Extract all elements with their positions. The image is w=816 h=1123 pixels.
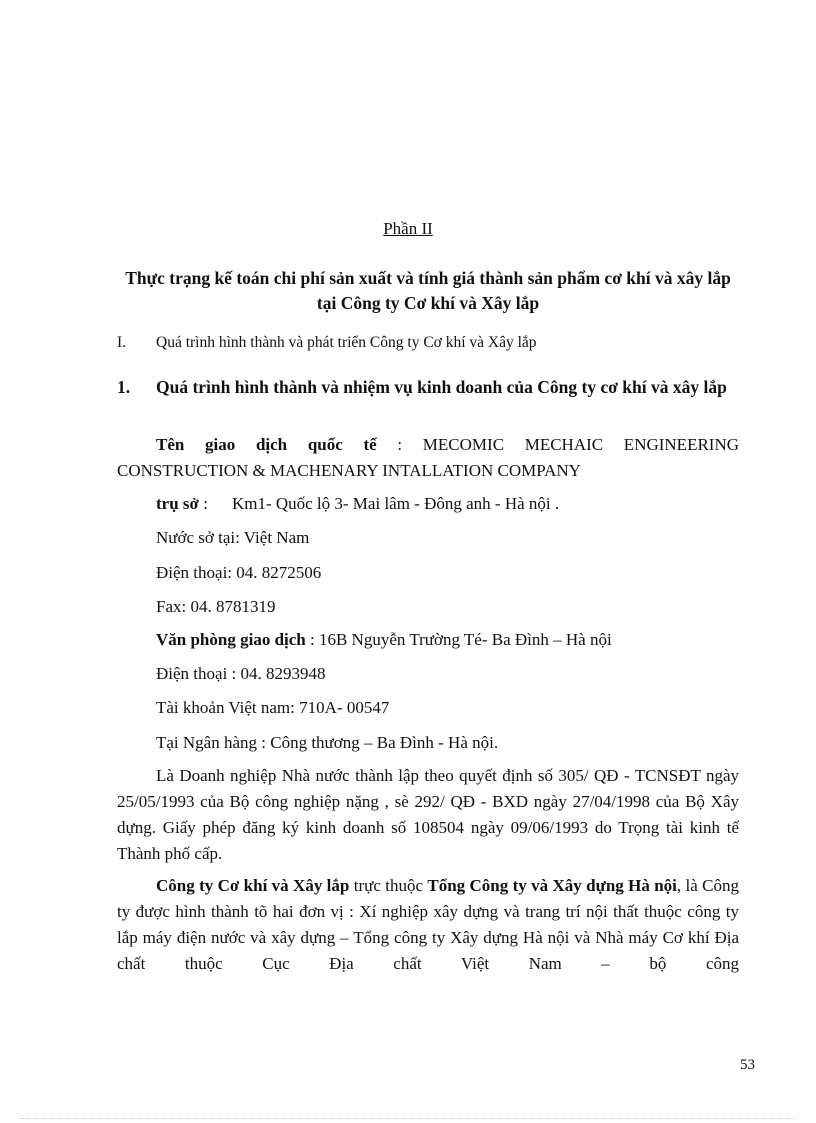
footer-divider (20, 1118, 796, 1119)
trading-office-label: Văn phòng giao dịch (156, 630, 306, 649)
account-line: Tài khoản Việt nam: 710A- 00547 (156, 698, 390, 717)
trading-office-value: : 16B Nguyễn Trường Té- Ba Đình – Hà nội (305, 630, 612, 649)
chapter-title: Thực trạng kế toán chi phí sản xuất và tính giá thành sản phẩm cơ khí và xây lắp tại Công ty Cơ khí và Xây lắp (125, 268, 731, 313)
head-office-value: Km1- Quốc lộ 3- Mai lâm - Đông anh - Hà nội . (231, 494, 560, 513)
head-office-colon: : (203, 494, 208, 513)
phone-line-2: Điện thoại : 04. 8293948 (156, 664, 326, 683)
section-number: I. (117, 334, 127, 351)
subsection-heading (117, 374, 739, 400)
country-line: Nước sở tại: Việt Nam (156, 528, 310, 547)
parent-company-bold: Tổng Công ty và Xây dựng Hà nội (427, 876, 677, 895)
head-office-line (156, 491, 559, 517)
history-text-2: , là Công ty được hình thành tõ hai đơn vị : Xí nghiệp xây dựng và trang trí nội thất thuộc công ty lắp máy điện nước và xây dựng – Tổng công ty Xây dựng Hà nội và Nhà máy Cơ khí Địa chất thuộc Cục Địa chất Việt Nam – bộ công (117, 876, 739, 973)
part-title: Phần II (383, 219, 433, 238)
history-text-1: trực thuộc (349, 876, 428, 895)
head-office-label: trụ sở (156, 494, 199, 513)
trade-name-value: : MECOMIC MECHAIC ENGINEERING CONSTRUCTION & MACHENARY INTALLATION COMPANY (117, 435, 740, 480)
section-heading-roman (117, 334, 739, 352)
trading-office-line (156, 627, 612, 653)
company-history-paragraph (117, 873, 739, 977)
fax-line: Fax: 04. 8781319 (156, 597, 276, 616)
bank-line: Tại Ngân hàng : Công thương – Ba Đình - Hà nội. (156, 733, 499, 752)
page-number: 53 (740, 1057, 755, 1073)
section-title: Quá trình hình thành và phát triển Công ty Cơ khí và Xây lắp (156, 334, 537, 351)
company-name-bold: Công ty Cơ khí và Xây lắp (156, 876, 350, 895)
trade-name-label: Tên giao dịch quốc tế (156, 435, 377, 454)
phone-line-1: Điện thoại: 04. 8272506 (156, 563, 322, 582)
subsection-number: 1. (117, 377, 131, 397)
trade-name-paragraph (117, 432, 739, 484)
subsection-title: Quá trình hình thành và nhiệm vụ kinh doanh của Công ty cơ khí và xây lắp (156, 377, 727, 397)
establishment-paragraph: Là Doanh nghiệp Nhà nước thành lập theo quyết định số 305/ QĐ - TCNSĐT ngày 25/05/1993 của Bộ công nghiệp nặng , sè 292/ QĐ - BXD ngày 27/04/1998 của Bộ Xây dựng. Giấy phép đăng ký kinh doanh số 108504 ngày 09/06/1993 do Trọng tài kinh tế Thành phố cấp. (117, 766, 739, 863)
